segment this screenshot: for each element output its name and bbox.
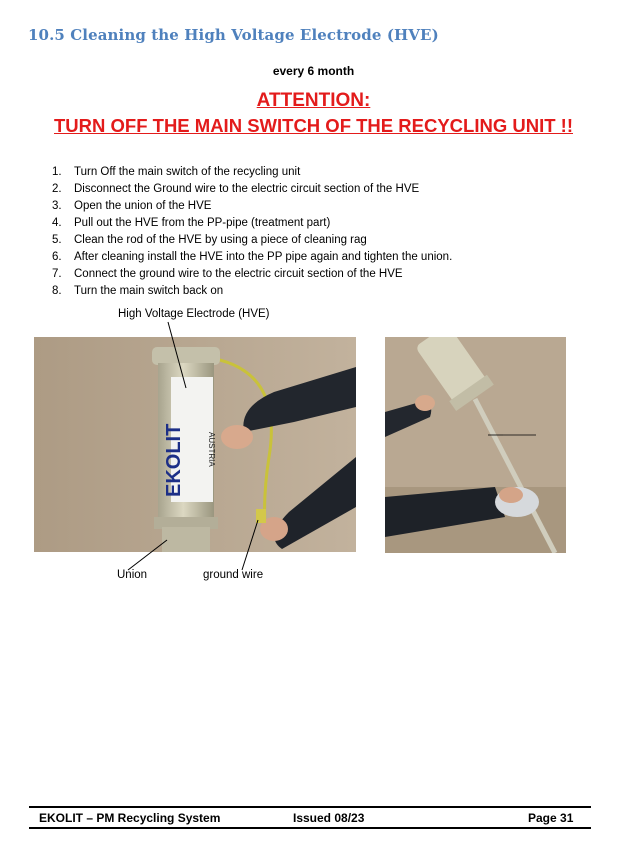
warning-text: TURN OFF THE MAIN SWITCH OF THE RECYCLING UNIT !! <box>54 115 573 136</box>
list-item: 1. Turn Off the main switch of the recycling unit <box>52 166 301 178</box>
frequency-note: every 6 month <box>272 64 355 78</box>
section-title: 10.5 Cleaning the High Voltage Electrode (HVE) <box>28 26 439 44</box>
list-item: 8. Turn the main switch back on <box>52 285 224 297</box>
list-item: 4. Pull out the HVE from the PP-pipe (treatment part) <box>52 217 331 229</box>
label-ground-wire: ground wire <box>203 569 264 581</box>
list-item: 2. Disconnect the Ground wire to the electric circuit section of the HVE <box>52 183 420 195</box>
footer-left: EKOLIT – PM Recycling System <box>39 811 221 825</box>
label-hve: High Voltage Electrode (HVE) <box>118 308 270 320</box>
svg-text:AUSTRIA: AUSTRIA <box>207 432 216 467</box>
list-item: 5. Clean the rod of the HVE by using a piece of cleaning rag <box>52 234 367 246</box>
svg-text:EKOLIT: EKOLIT <box>163 423 185 497</box>
footer-rule-bottom <box>29 827 591 829</box>
cleaning-photo-illustration <box>385 337 566 553</box>
label-union: Union <box>117 569 148 581</box>
list-item: 7. Connect the ground wire to the electric circuit section of the HVE <box>52 268 403 280</box>
list-item: 6. After cleaning install the HVE into the PP pipe again and tighten the union. <box>52 251 453 263</box>
footer-page-number: Page 31 <box>528 811 574 825</box>
attention-heading: ATTENTION: <box>256 90 371 111</box>
footer-center: Issued 08/23 <box>293 811 365 825</box>
cleaning-photo <box>385 337 566 553</box>
list-item: 3. Open the union of the HVE <box>52 200 212 212</box>
footer-rule-top <box>29 806 591 808</box>
